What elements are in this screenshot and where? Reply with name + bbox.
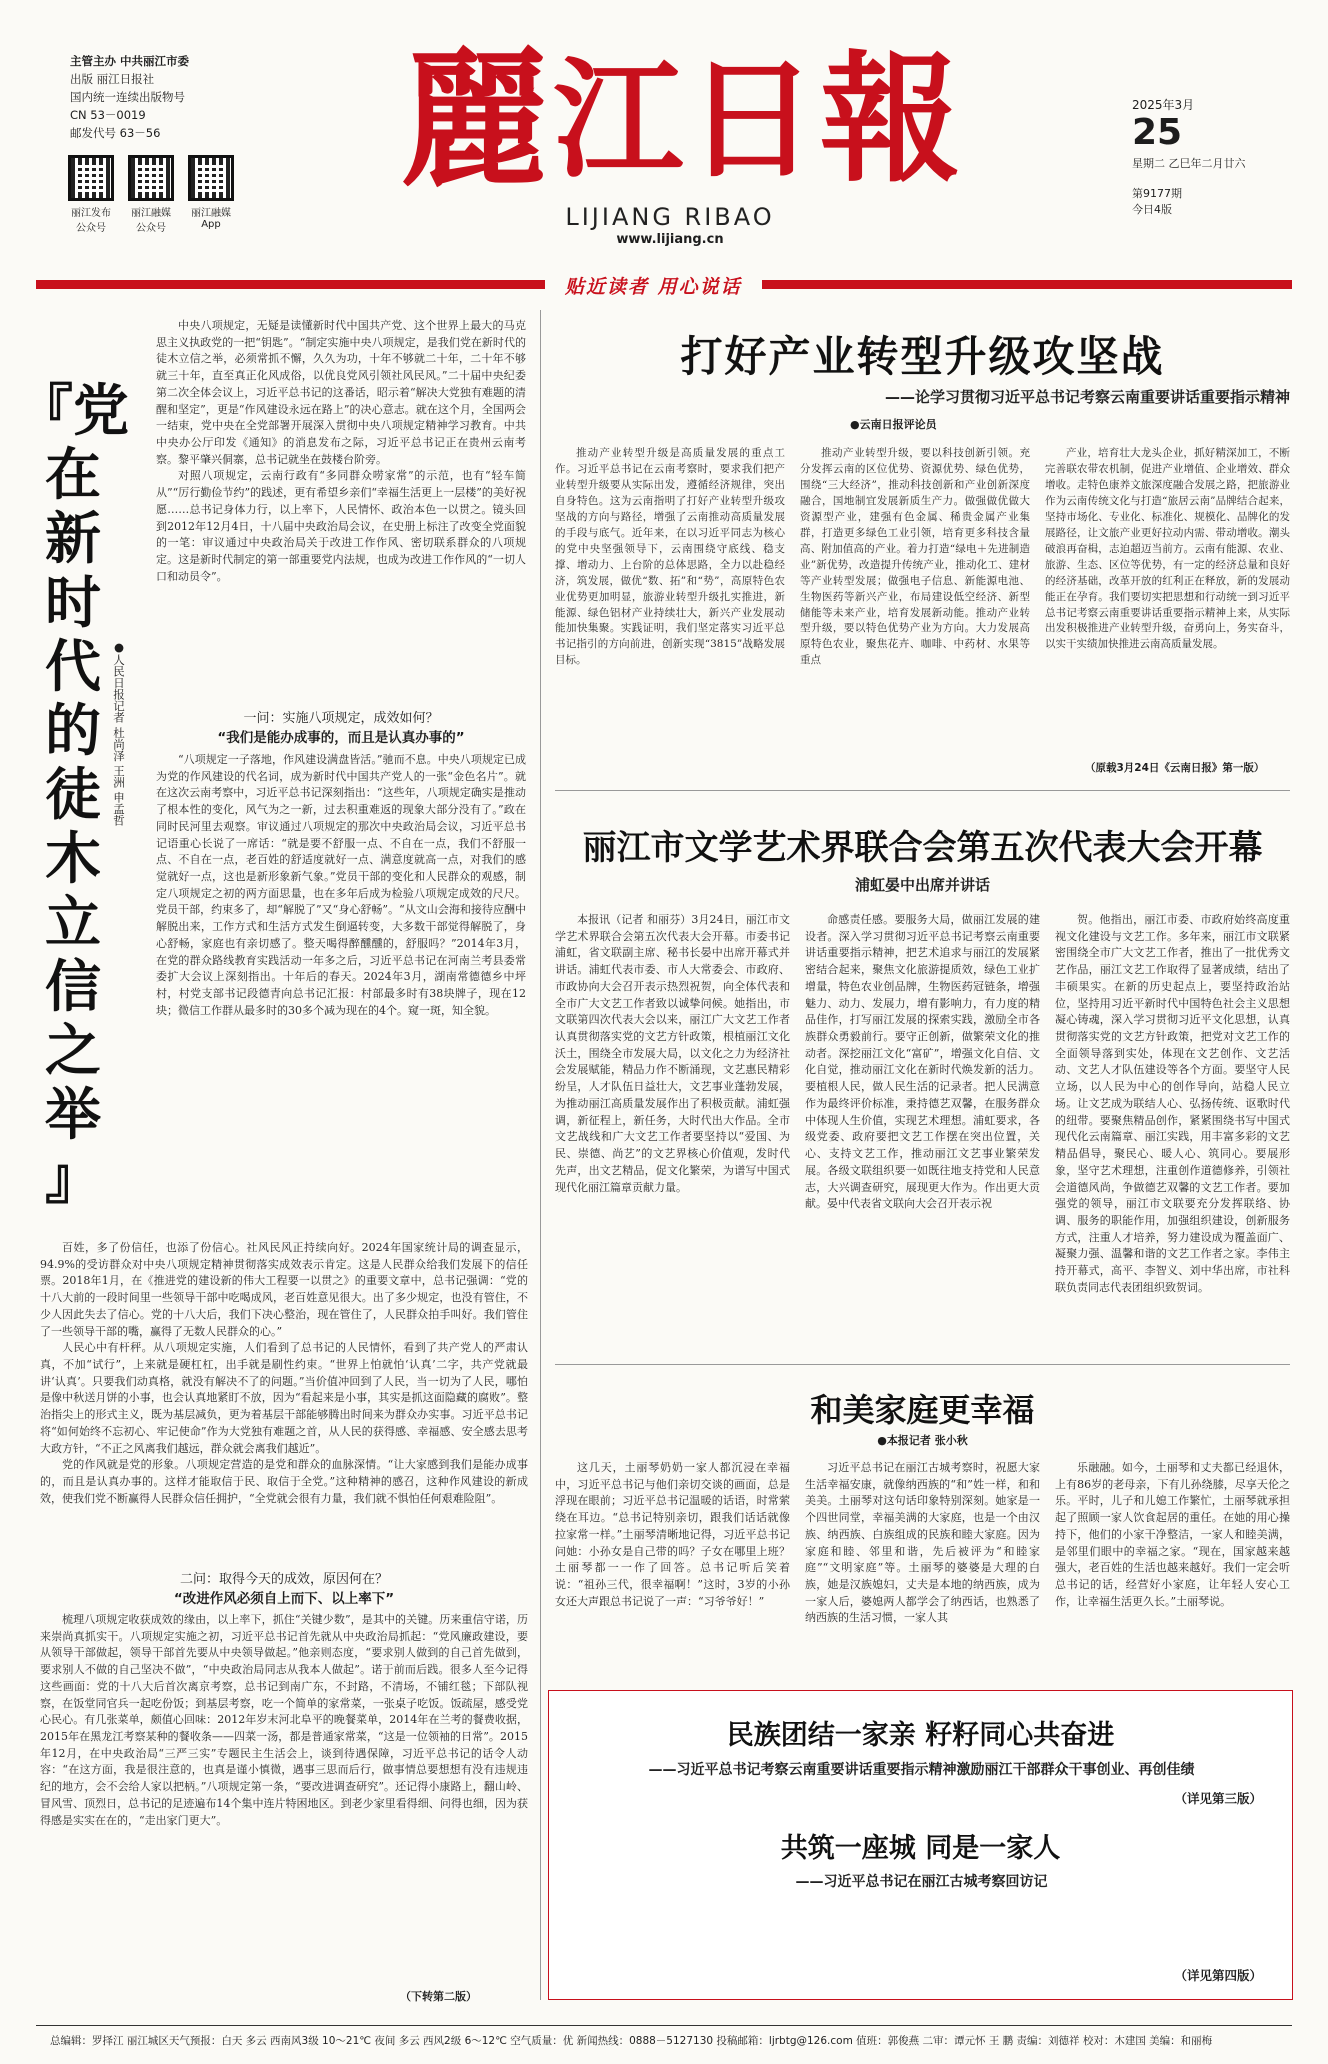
title-char: 的 — [45, 699, 101, 764]
article4-col1 — [555, 1460, 790, 1678]
footer-rule — [36, 2025, 1292, 2026]
paragraph: 命感责任感。要服务大局，做丽江发展的建设者。深入学习贯彻习近平总书记考察云南重要讲话重要指示精神，把艺术追求与丽江的发展紧密结合起来，聚焦文化旅游提质效，绿色工业扩增量，特色农业创品牌，生物医药冠链条，增强魅力、动力、发展力，增有影响力，有力度的精品佳作，打写丽江发展的探索实践，激励全市各族群众勇毅前行。要守正创新，做繁荣文化的推动者。深挖丽江文化“富矿”，增强文化自信、文化自觉，推动丽江文化在新时代焕发新的活力。要植根人民，做人民生活的记录者。把人民满意作为最终评价标准，秉持德艺双馨，在服务群众中体现人生价值，实现艺术理想。浦虹要求，各级党委、政府要把文艺工作摆在突出位置，关心、支持文艺工作，推动丽江文艺事业繁荣发展。各级文联组织要一如既往地支持党和人民意志，大兴调查研究，展现更大作为。作出更大贡献。晏中代表省文联向大会召开表示祝 — [805, 913, 1040, 1211]
article2-col1 — [555, 446, 785, 776]
article1-intro — [156, 318, 526, 706]
title-pinyin: LIJIANG RIBAO — [565, 203, 775, 231]
title-char: 代 — [45, 635, 101, 700]
section1-answer: “我们是能办成事的，而且是认真办事的” — [217, 730, 465, 746]
post-code: 邮发代号 63－56 — [70, 126, 161, 140]
slogan: 贴近读者 用心说话 — [545, 270, 762, 301]
promo-title-1[interactable]: 民族团结一家亲 籽籽同心共奋进 — [726, 1720, 1115, 1751]
article2-title: 打好产业转型升级攻坚战 — [680, 332, 1165, 381]
article3-title: 丽江市文学艺术界联合会第五次代表大会开幕 — [582, 828, 1263, 868]
article1-byline: ●人民日报记者 杜尚泽 王洲 申孟哲 — [112, 640, 126, 826]
footer-info: 总编辑：罗择江 丽江城区天气预报：白天 多云 西南风3级 10～21℃ 夜间 多云 西风2级 6～12℃ 空气质量：优 新闻热线：0888－5127130 投稿邮箱：ljrbtg@126.com 值班：郭俊燕 二审：谭元怀 王 鹏 责编：刘德祥 校对：木建国 美编：和丽梅 — [50, 2035, 1213, 2047]
title-char: 在 — [45, 443, 101, 508]
title-char-4: 報 — [819, 38, 960, 202]
day: 25 — [1132, 112, 1183, 153]
paragraph: 梳理八项规定收获成效的缘由，以上率下，抓住“关键少数”，是其中的关键。历来重信守诺，历来崇尚真抓实干。八项规定实施之初，习近平总书记首先就从中央政治局抓起：“党风廉政建设，要从领导干部做起，领导干部首先要从中央领导做起。”他亲则态度，“要求别人做到的自己首先做到，要求别人不做的自己坚决不做”，“中央政治局同志从我本人做起”。诺于前而后践。很多人至今记得这些画面：党的十八大后首次离京考察，总书记到南广东，不封路，不清场，不铺红毯；下部队视察，在饭堂同官兵一起吃份饭；到基层考察，吃一个简单的家常菜，一张桌子吃饭。饭疏屋，感受党心民心。有几张菜单，颇值心回味：2012年岁末河北阜平的晚餐菜单，2014年在兰考的餐费收据，2015年在黑龙江考察某种的餐收条——四菜一汤，都是普通家常菜，“这是一位领袖的日常”。2015年12月，在中央政治局“三严三实”专题民主生活会上，谈到待遇保障，习近平总书记的话令人动容：“在这方面，我是很注意的，也真是谨小慎微，遇事三思而后行，做事情总要想想有没有违规违纪的地方，会不会给人家以把柄。”八项规定第一条，“要改进调查研究”。还记得小康路上，翻山岭、冒风雪、顶烈日，总书记的足迹遍布14个集中连片特困地区。到老少家里看得细、问得也细，因为获得感是实实在在的，“走出家门更大”。 — [40, 1613, 528, 1827]
title-char: 『党 — [17, 379, 129, 444]
promo-subtitle-1: ——习近平总书记考察云南重要讲话重要指示精神激励丽江干部群众干事创业、再创佳绩 — [648, 1762, 1195, 1778]
divider — [555, 1364, 1290, 1365]
paragraph: “八项规定一子落地，作风建设满盘皆活。”驰而不息。中央八项规定已成为党的作风建设的代名词，成为新时代中国共产党人的一张“金色名片”。就在这次云南考察中，习近平总书记深刻指出：“这些年，八项规定确实是推动了根本性的变化，风气为之一新，过去积重难返的现象大部分没有了。”政在同时民河里去观察。审议通过八项规定的那次中央政治局会议，习近平总书记语重心长说了一席话：“就是要不舒服一点、不自在一点，我们不舒服一点、不自在一点，老百姓的舒适度就好一点、满意度就高一点，对我们的感觉就好一点，这也是新形象新气象。”党员干部的变化和人民群众的观感，制定八项规定之初的两方面思量，也在多年后成为检验八项规定成效的尺尺。党员干部，约束多了，却“解脱了”又“身心舒畅”。“从文山会海和接待应酬中解脱出来，工作方式和生活方式发生倒逼转变，大多数干部觉得解脱了，身心舒畅，家庭也有亲切感了。整天喝得醉醺醺的，舒服吗？”2014年3月，在党的群众路线教育实践活动一年多之后，习近平总书记在河南兰考县委常委扩大会议上深刻指出。十年后的春天。2024年3月，湖南常德德乡中坪村，村党支部书记段德青向总书记汇报：村部最多时有38块牌子，现在12块；微信工作群从最多时的30多个减为现在的4个。窥一斑，知全貌。 — [156, 753, 526, 1017]
paragraph: 人民心中有杆秤。从八项规定实施，人们看到了总书记的人民情怀，看到了共产党人的严肃认真，不加“试行”，上来就是硬杠杠，出手就是刷性约束。“世界上怕就怕‘认真’二字，共产党就最讲‘认真’。只要我们动真格，就没有解决不了的问题。”当价值冲回到了人民，当一切为了人民，哪怕是像中秋送月饼的小事，也会认真地紧盯不放，因为“看起来是小事，其实是抓这面隐藏的腐败”。整治指尖上的形式主义，既为基层减负，更为着基层干部能够腾出时间来为群众办实事。习近平总书记将“如何始终不忘初心、牢记使命”作为大党独有难题之首，从人民的获得感、幸福感、安全感去思考大政方针，“不正之风离我们越远，群众就会离我们越近”。 — [40, 1341, 528, 1455]
article2-source: （原载3月24日《云南日报》第一版） — [1085, 762, 1265, 774]
article4-col2 — [805, 1460, 1040, 1678]
article3-subtitle: 浦虹晏中出席并讲话 — [854, 876, 990, 894]
qr-label-1: 丽江发布 公众号 — [71, 208, 111, 234]
paragraph: 推动产业转型升级是高质量发展的重点工作。习近平总书记在云南考察时，要求我们把产业转型升级要从实际出发，遵循经济规律，突出自身特色。这为云南指明了打好产业转型升级攻坚战的方向与路径，增强了云南推动高质量发展的手段与底气。近年来，在以习近平同志为核心的党中央坚强领导下，云南围绕守底线、稳支撑、增动力、上台阶的总体思路，全力以赴稳经济，筑发展，做优“数、拓”和“势”，高原特色农业优势更加明显，旅游业转型升级扎实推进，新能源、绿色铝材产业持续壮大，新兴产业发展动能加快集聚。实践证明，我们坚定落实习近平总书记指引的方向前进，创新实现“3815”战略发展目标。 — [555, 447, 785, 667]
weekday-lunar: 星期二 乙巳年二月廿六 — [1132, 157, 1246, 170]
title-char-2: 江 — [553, 43, 684, 196]
title-char: 之 — [45, 1019, 101, 1084]
title-char: 信 — [45, 955, 101, 1020]
article3-col3 — [1055, 912, 1290, 1352]
qr-label-2: 丽江融媒 公众号 — [131, 208, 171, 234]
promo-box — [548, 1690, 1293, 2000]
title-char-3: 日 — [686, 43, 817, 196]
article4-title: 和美家庭更幸福 — [810, 1391, 1035, 1429]
paragraph: 贺。他指出，丽江市委、市政府始终高度重视文化建设与文艺工作。多年来，丽江市文联紧密围绕全市广大文艺工作者，推出了一批优秀文艺作品，丽江文艺工作取得了显著成绩，结出了丰硕果实。在新的历史起点上，要坚持政治站位，坚持用习近平新时代中国特色社会主义思想凝心铸魂，深入学习贯彻习近平文化思想，认真贯彻落实党的文艺方针政策，把党对文艺工作的全面领导落到实处，体现在文艺创作、文艺活动、文艺人才队伍建设等各个方面。要坚守人民立场，以人民为中心的创作导向，站稳人民立场。让文艺成为联结人心、弘扬传统、讴歌时代的纽带。要聚焦精品创作，紧紧围绕书写中国式现代化云南篇章、丽江实践，用丰富多彩的文艺精品倡导，聚民心、暖人心、筑同心。要展形象，坚守艺术理想，注重创作道德修养，引领社会道德风尚，争做德艺双馨的文艺工作者。要加强党的领导，丽江市文联要充分发挥联络、协调、服务的职能作用，加强组织建设，创新服务方式，注重人才培养，努力建设成为覆盖面广、凝聚力强、温馨和谐的文艺工作者之家。李伟主持开幕式，高平、李智义、刘中华出席，市社科联负责同志代表团组织致贺词。 — [1055, 913, 1290, 1294]
article3-col1 — [555, 912, 790, 1352]
title-char: 立 — [45, 891, 101, 956]
title-char-1: 麗 — [400, 32, 551, 208]
paragraph: 百姓，多了份信任，也添了份信心。社风民风正持续向好。2024年国家统计局的调查显示，94.9%的受访群众对中央八项规定精神贯彻落实成效表示肯定。这是人民群众给我们发展下的信任票。2018年1月，在《推进党的建设新的伟大工程要一以贯之》的重要文章中，总书记强调：“党的十八大前的一段时间里一些领导干部中吃喝成风，老百姓意见很大。出了多少规定，也没有管住，不少人因此失去了信心。党的十八大后，我们下决心整治，现在管住了，人民群众拍手叫好。我们管住了一些领导干部的嘴，赢得了无数人民群众的心。” — [40, 1241, 528, 1338]
article3-col2 — [805, 912, 1040, 1352]
section2-answer: “改进作风必须自上而下、以上率下” — [173, 1591, 395, 1607]
paragraph: 推动产业转型升级，要以科技创新引领。充分发挥云南的区位优势、资源优势、绿色优势，围绕“三大经济”，推动科技创新和产业创新深度融合，国地制宜发展新质生产力。做强做优做大资源型产业，建强有色金属、稀贵金属产业集群，打造更多绿色工业引领，培育更多科技含量高、附加值高的产业。着力打造“绿电＋先进制造业”新优势，改造提升传统产业，推动化工、建材等产业转型发展；做强电子信息、新能源电池、生物医药等新兴产业，布局建设低空经济、新型储能等未来产业，培育发展新动能。推动产业转型升级，要以特色优势产业为方向。大力发展高原特色农业，聚焦花卉、咖啡、中药材、水果等重点 — [800, 447, 1030, 667]
paragraph: 习近平总书记在丽江古城考察时，祝愿大家生活幸福安康，就像纳西族的“和”姓一样，和和美美。土丽琴对这句话印象特别深刻。她家是一个四世同堂，幸福美满的大家庭，也是一个由汉族、纳西族、白族组成的民族和睦大家庭。因为家庭和睦、邻里和谐，先后被评为“和睦家庭”“文明家庭”等。土丽琴的婆婆是大理的白族，她是汉族媳妇，丈夫是本地的纳西族，成为一家人后，婆媳两人都学会了纳西话，也熟悉了纳西族的生活习惯，一家人其 — [805, 1461, 1040, 1625]
promo-subtitle-2: ——习近平总书记在丽江古城考察回访记 — [795, 1874, 1048, 1890]
article4-byline: ●本报记者 张小秋 — [877, 1434, 968, 1447]
paragraph: 对照八项规定，云南行政有“多同群众唠家常”的示范，也有“轻车简从”“厉行勤俭节约”的践述，更有希望乡亲们“幸福生活更上一层楼”的美好祝愿……总书记身体力行，以上率下，人民情怀、政治本色一以贯之。镜头回到2012年12月4日，十八届中央政治局会议，在史册上标注了改变全党面貌的一笔：审议通过中央政治局关于改进工作作风、密切联系群众的八项规定。这是新时代制定的第一部重要党内法规，也成为改进工作作风的“一切人口和动员令”。 — [156, 469, 526, 583]
article2-col2 — [800, 446, 1030, 776]
article4-col3 — [1055, 1460, 1290, 1678]
page-count: 今日4版 — [1132, 203, 1172, 216]
section1-question: 一问：实施八项规定，成效如何？ — [243, 711, 439, 726]
article1-section1-body — [156, 752, 526, 1239]
divider — [555, 790, 1290, 791]
column-divider — [540, 310, 541, 2000]
cn-number: CN 53－0019 — [70, 108, 146, 122]
date-block — [1132, 96, 1246, 217]
paragraph: 产业，培育壮大龙头企业，抓好精深加工，不断完善联农带农机制，促进产业增值、企业增效、群众增收。走特色康养文旅深度融合发展之路，把旅游业作为云南传统文化与打造“旅居云南”品牌结合起来，坚持市场化、专业化、标准化、规模化、品牌化的发展路径，让文旅产业更好拉动内需、带动增收。潮头破浪再奋楫，志迫超迈当前方。云南有能源、农业、旅游、生态、区位等优势，有一定的经济总量和良好的经济基础，改革开放的红利正在释放，新的发展动能正在孕育。我们要切实把思想和行动统一到习近平总书记考察云南重要讲话重要指示精神上来，从实际出发积极推进产业转型升级，奋勇向上，务实奋斗，以实干实绩加快推进云南高质量发展。 — [1045, 447, 1290, 651]
title-char: 新 — [45, 507, 101, 572]
qr-codes — [68, 155, 234, 234]
year-month: 2025年3月 — [1132, 98, 1195, 112]
title-char: 徒 — [45, 763, 101, 828]
sponsor: 主管主办 中共丽江市委 — [70, 54, 190, 68]
qr-label-3: 丽江融媒 App — [191, 208, 231, 230]
newspaper-title-logo — [400, 32, 960, 208]
title-char: 时 — [45, 571, 101, 636]
article1-body2 — [40, 1240, 528, 1552]
title-char: 木 — [45, 827, 101, 892]
promo-see-2[interactable]: （详见第四版） — [1174, 1968, 1262, 1983]
cn-label: 国内统一连续出版物号 — [70, 90, 185, 104]
qr-code-3[interactable] — [188, 155, 234, 234]
masthead-info — [70, 52, 290, 142]
publisher: 出版 丽江日报社 — [70, 72, 155, 86]
title-char: 』 — [45, 1147, 101, 1212]
promo-title-2[interactable]: 共筑一座城 同是一家人 — [780, 1833, 1061, 1864]
paragraph: 党的作风就是党的形象。八项规定营造的是党和群众的血脉深情。“让大家感到我们是能办成事的，而且是认真办事的。这样才能取信于民、取信于全党。”这种精神的感召，这种作风建设的新成效，使我们党不断赢得人民群众信任拥护，“全党就会很有力量，我们就不惧怕任何艰难险阻”。 — [40, 1458, 528, 1505]
article2-col3 — [1045, 446, 1290, 758]
qr-code-1[interactable] — [68, 155, 114, 234]
article2-subtitle: ——论学习贯彻习近平总书记考察云南重要讲话重要指示精神 — [884, 388, 1290, 406]
section2-question: 二问：取得今天的成效，原因何在？ — [179, 1572, 388, 1587]
qr-code-2[interactable] — [128, 155, 174, 234]
continued-note: （下转第二版） — [400, 1990, 477, 2003]
title-char: 举 — [45, 1083, 101, 1148]
article2-byline: ●云南日报评论员 — [850, 418, 937, 431]
paragraph: 乐融融。如今，土丽琴和丈夫都已经退休，上有86岁的老母亲，下有儿孙绕膝，尽享天伦之乐。平时，儿子和儿媳工作繁忙，土丽琴就承担起了照顾一家人饮食起居的重任。在她的用心操持下，他们的小家干净整洁，一家人和睦美满，是邻里们眼中的幸福之家。“现在，国家越来越强大，老百姓的生活也越来越好。我们一定会听总书记的话，经营好小家庭，让年轻人安心工作，让幸福生活更久长。”土丽琴说。 — [1055, 1461, 1290, 1608]
issue-number: 第9177期 — [1132, 187, 1182, 200]
paragraph: 中央八项规定，无疑是读懂新时代中国共产党、这个世界上最大的马克思主义执政党的一把“钥匙”。“制定实施中央八项规定，是我们党在新时代的徒木立信之举，必须常抓不懈，久久为功，十年不够就二十年，二十年不够就三十年，直至真正化风成俗，以优良党风引领社风民风。”二十届中央纪委第二次全体会议上，习近平总书记的这番话，昭示着“解决大党独有难题的清醒和坚定”，更是“作风建设永远在路上”的决心意志。就在这个月，全国两会一结束，党中央在全党部署开展深入贯彻中央八项规定精神学习教育。中共中央办公厅印发《通知》的消息发布之际，习近平总书记正在贵州云南考察。黎平肇兴侗寨，总书记就坐在鼓楼台阶旁。 — [156, 319, 526, 466]
article1-section2-body — [40, 1612, 528, 1984]
paragraph: 本报讯（记者 和丽芬）3月24日，丽江市文学艺术界联合会第五次代表大会开幕。市委书记浦虹，省文联副主席、秘书长晏中出席开幕式并讲话。浦虹代表市委、市人大常委会、市政府、市政协向大会召开表示热烈祝贺，向全体代表和全市广大文艺工作者致以诚挚问候。她指出，市文联第四次代表大会以来，丽江广大文艺工作者认真贯彻落实党的文艺方针政策，根植丽江文化沃土，围绕全市发展大局，以文化之力为经济社会发展赋能，精品力作不断涌现，文艺惠民精彩纷呈，人才队伍日益壮大，文艺事业蓬勃发展，为推动丽江高质量发展作出了积极贡献。浦虹强调，新征程上，新任务，大时代出大作品。全市文艺战线和广大文艺工作者要坚持以“爱国、为民、崇德、尚艺”的文艺界核心价值观，发时代先声，出文艺精品，促文化繁荣，为谱写中国式现代化丽江篇章贡献力量。 — [555, 913, 790, 1194]
section2-heading — [40, 1568, 528, 1607]
paragraph: 这几天，土丽琴奶奶一家人都沉浸在幸福中，习近平总书记与他们亲切交谈的画面，总是浮现在眼前；习近平总书记温暖的话语，时常萦绕在耳边。“总书记特别亲切，跟我们话话就像拉家常一样。”土丽琴清晰地记得，习近平总书记问她：小孙女是自己带的吗？子女在哪里上班？土丽琴都一一作了回答。总书记听后笑着说：“祖孙三代，很幸福啊！”这时，3岁的小孙女还大声跟总书记说了一声：“习爷爷好！” — [555, 1461, 790, 1608]
section1-heading — [160, 707, 522, 746]
website[interactable]: www.lijiang.cn — [616, 232, 724, 247]
promo-see-1[interactable]: （详见第三版） — [1174, 1791, 1262, 1806]
